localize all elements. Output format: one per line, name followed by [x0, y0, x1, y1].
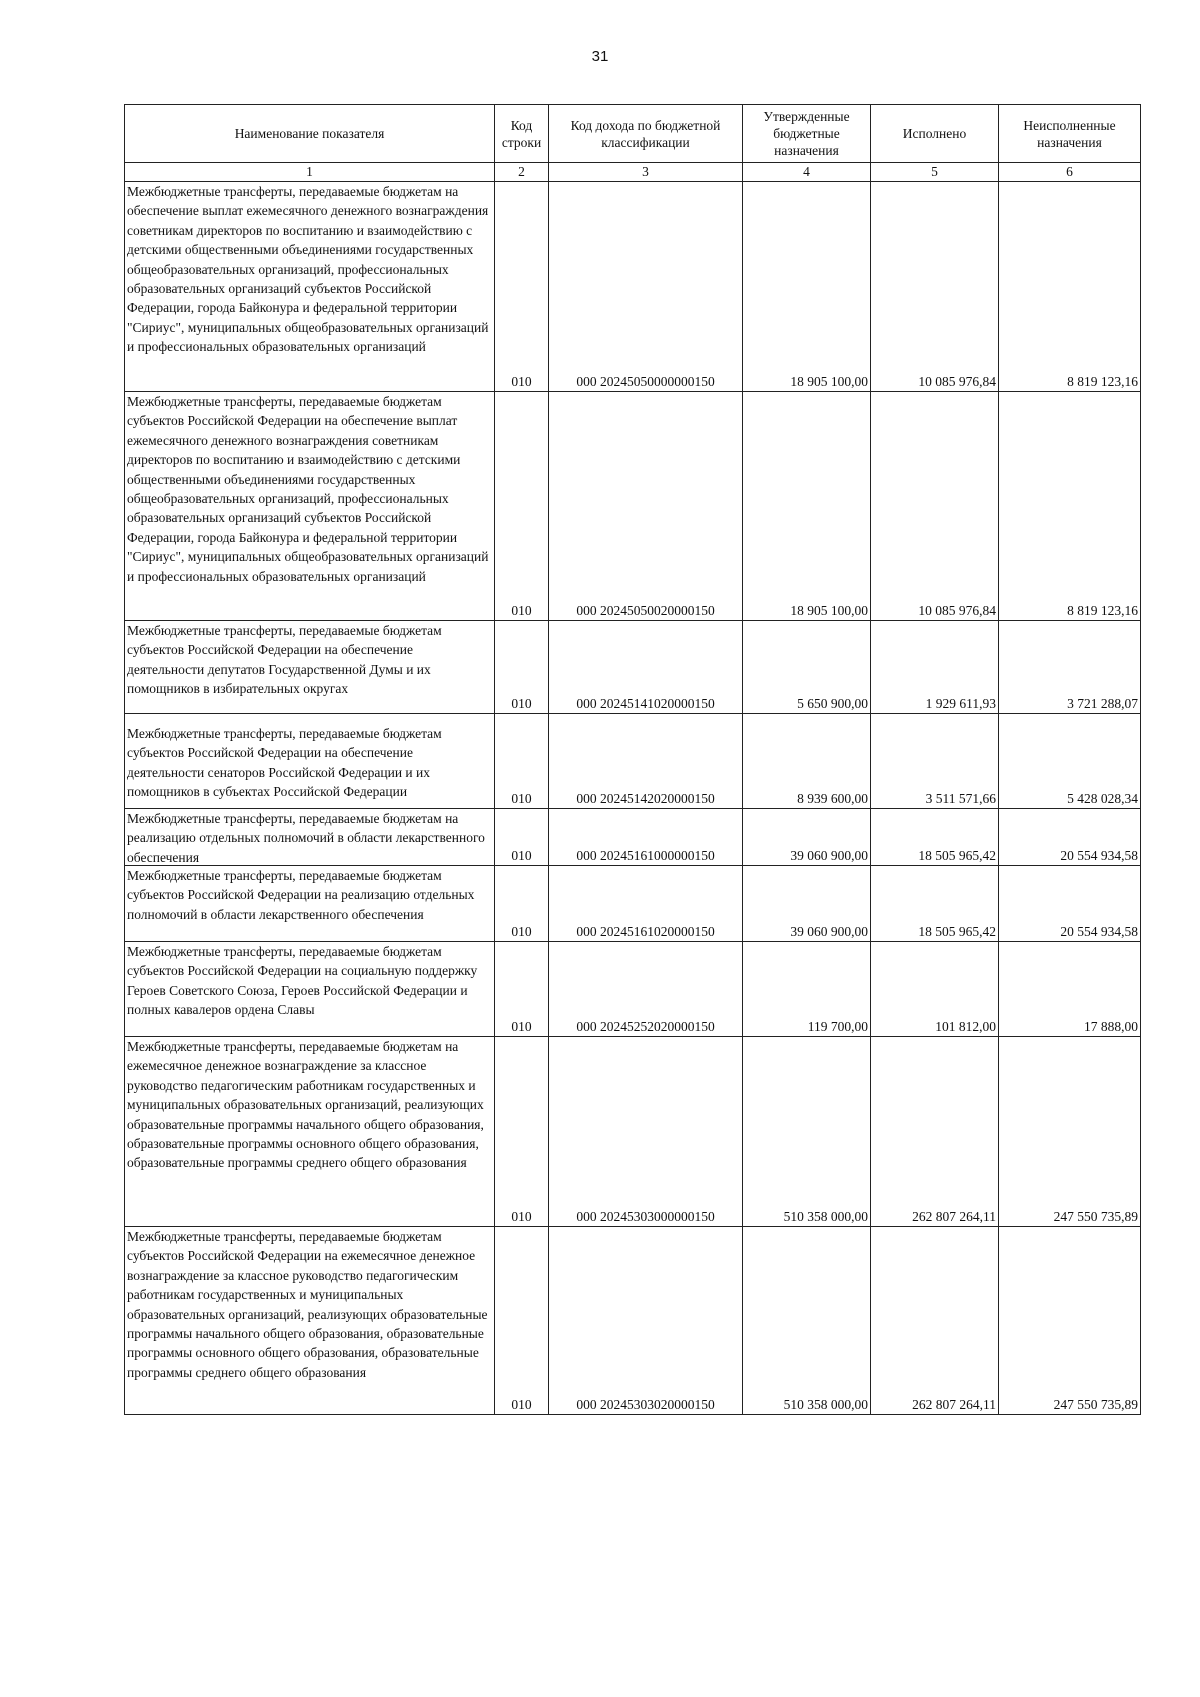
executed-amount: 101 812,00: [871, 942, 999, 1037]
income-code: 000 20245142020000150: [549, 714, 743, 809]
indicator-name: [125, 714, 495, 809]
income-code: 000 20245303020000150: [549, 1227, 743, 1415]
column-number-row: [125, 163, 1141, 182]
header-unexecuted: Неисполненные назначения: [999, 105, 1141, 163]
budget-execution-table: [124, 104, 1141, 1415]
line-code: 010: [495, 1227, 549, 1415]
table-row: [125, 809, 1141, 866]
column-number: 3: [549, 163, 743, 182]
header-executed: Исполнено: [871, 105, 999, 163]
approved-amount: 8 939 600,00: [743, 714, 871, 809]
unexecuted-amount: 20 554 934,58: [999, 866, 1141, 942]
indicator-name: [125, 1037, 495, 1227]
page-number: 31: [591, 48, 609, 65]
income-code: 000 20245161000000150: [549, 809, 743, 866]
line-code: 010: [495, 942, 549, 1037]
line-code: 010: [495, 621, 549, 714]
indicator-name: [125, 392, 495, 621]
line-code: 010: [495, 182, 549, 392]
unexecuted-amount: 3 721 288,07: [999, 621, 1141, 714]
header-row: [125, 105, 1141, 163]
indicator-name: [125, 1227, 495, 1415]
indicator-name: [125, 621, 495, 714]
indicator-name-text: Межбюджетные трансферты, передаваемые бюджетам на обеспечение выплат ежемесячного денежного вознаграждения советникам директоров по воспитанию и взаимодействию с детскими общественными объединениями государственных общеобразовательных организаций, профессиональных образовательных организаций субъектов Российской Федерации, города Байконура и федеральной территории "Сириус", муниципальных общеобразовательных организаций и профессиональных образовательных организаций: [127, 184, 489, 355]
executed-amount: 10 085 976,84: [871, 182, 999, 392]
table-row: [125, 866, 1141, 942]
table-row: [125, 714, 1141, 809]
table-row: [125, 392, 1141, 621]
unexecuted-amount: 8 819 123,16: [999, 392, 1141, 621]
header-line-code: Код строки: [495, 105, 549, 163]
unexecuted-amount: 5 428 028,34: [999, 714, 1141, 809]
header-indicator-name: Наименование показателя: [125, 105, 495, 163]
unexecuted-amount: 8 819 123,16: [999, 182, 1141, 392]
table-row: [125, 942, 1141, 1037]
column-number: 4: [743, 163, 871, 182]
income-code: 000 20245050000000150: [549, 182, 743, 392]
line-code: 010: [495, 809, 549, 866]
column-number: 6: [999, 163, 1141, 182]
executed-amount: 18 505 965,42: [871, 866, 999, 942]
column-number: 5: [871, 163, 999, 182]
approved-amount: 510 358 000,00: [743, 1037, 871, 1227]
approved-amount: 39 060 900,00: [743, 809, 871, 866]
indicator-name-text: Межбюджетные трансферты, передаваемые бюджетам субъектов Российской Федерации на ежемесячное денежное вознаграждение за классное руководство педагогическим работникам государственных и муниципальных образовательных организаций, реализующих образовательные программы начального общего образования, образовательные программы основного общего образования, образовательные программы среднего общего образования: [127, 1229, 488, 1380]
approved-amount: 5 650 900,00: [743, 621, 871, 714]
executed-amount: 18 505 965,42: [871, 809, 999, 866]
executed-amount: 262 807 264,11: [871, 1037, 999, 1227]
indicator-name: [125, 809, 495, 866]
income-code: 000 20245303000000150: [549, 1037, 743, 1227]
table-row: [125, 182, 1141, 392]
approved-amount: 39 060 900,00: [743, 866, 871, 942]
approved-amount: 119 700,00: [743, 942, 871, 1037]
income-code: 000 20245161020000150: [549, 866, 743, 942]
indicator-name-text: Межбюджетные трансферты, передаваемые бюджетам субъектов Российской Федерации на реализацию отдельных полномочий в области лекарственного обеспечения: [127, 868, 475, 922]
indicator-name-text: Межбюджетные трансферты, передаваемые бюджетам на ежемесячное денежное вознаграждение за классное руководство педагогическим работникам государственных и муниципальных образовательных организаций, реализующих образовательные программы начального общего образования, образовательные программы основного общего образования, образовательные программы среднего общего образования: [127, 1039, 484, 1171]
indicator-name-text: Межбюджетные трансферты, передаваемые бюджетам субъектов Российской Федерации на обеспечение выплат ежемесячного денежного вознаграждения советникам директоров по воспитанию и взаимодействию с детскими общественными объединениями государственных общеобразовательных организаций, профессиональных образовательных организаций субъектов Российской Федерации, города Байконура и федеральной территории "Сириус", муниципальных общеобразовательных организаций и профессиональных образовательных организаций: [127, 394, 489, 584]
executed-amount: 10 085 976,84: [871, 392, 999, 621]
income-code: 000 20245252020000150: [549, 942, 743, 1037]
income-code: 000 20245050020000150: [549, 392, 743, 621]
approved-amount: 510 358 000,00: [743, 1227, 871, 1415]
line-code: 010: [495, 866, 549, 942]
table-row: [125, 1037, 1141, 1227]
unexecuted-amount: 20 554 934,58: [999, 809, 1141, 866]
indicator-name: [125, 942, 495, 1037]
column-number: 2: [495, 163, 549, 182]
table-row: [125, 621, 1141, 714]
executed-amount: 262 807 264,11: [871, 1227, 999, 1415]
indicator-name-text: Межбюджетные трансферты, передаваемые бюджетам на реализацию отдельных полномочий в области лекарственного обеспечения: [127, 811, 485, 865]
indicator-name: [125, 182, 495, 392]
unexecuted-amount: 247 550 735,89: [999, 1037, 1141, 1227]
header-income-code: Код дохода по бюджетной классификации: [549, 105, 743, 163]
line-code: 010: [495, 1037, 549, 1227]
approved-amount: 18 905 100,00: [743, 392, 871, 621]
indicator-name: [125, 866, 495, 942]
approved-amount: 18 905 100,00: [743, 182, 871, 392]
header-approved: Утвержденные бюджетные назначения: [743, 105, 871, 163]
column-number: 1: [125, 163, 495, 182]
executed-amount: 1 929 611,93: [871, 621, 999, 714]
indicator-name-text: Межбюджетные трансферты, передаваемые бюджетам субъектов Российской Федерации на обеспечение деятельности сенаторов Российской Федерации и их помощников в субъектах Российской Федерации: [127, 726, 442, 800]
indicator-name-text: Межбюджетные трансферты, передаваемые бюджетам субъектов Российской Федерации на обеспечение деятельности депутатов Государственной Думы и их помощников в избирательных округах: [127, 623, 442, 697]
line-code: 010: [495, 714, 549, 809]
table-row: [125, 1227, 1141, 1415]
income-code: 000 20245141020000150: [549, 621, 743, 714]
indicator-name-text: Межбюджетные трансферты, передаваемые бюджетам субъектов Российской Федерации на социальную поддержку Героев Советского Союза, Героев Российской Федерации и полных кавалеров ордена Славы: [127, 944, 478, 1018]
unexecuted-amount: 247 550 735,89: [999, 1227, 1141, 1415]
executed-amount: 3 511 571,66: [871, 714, 999, 809]
line-code: 010: [495, 392, 549, 621]
unexecuted-amount: 17 888,00: [999, 942, 1141, 1037]
